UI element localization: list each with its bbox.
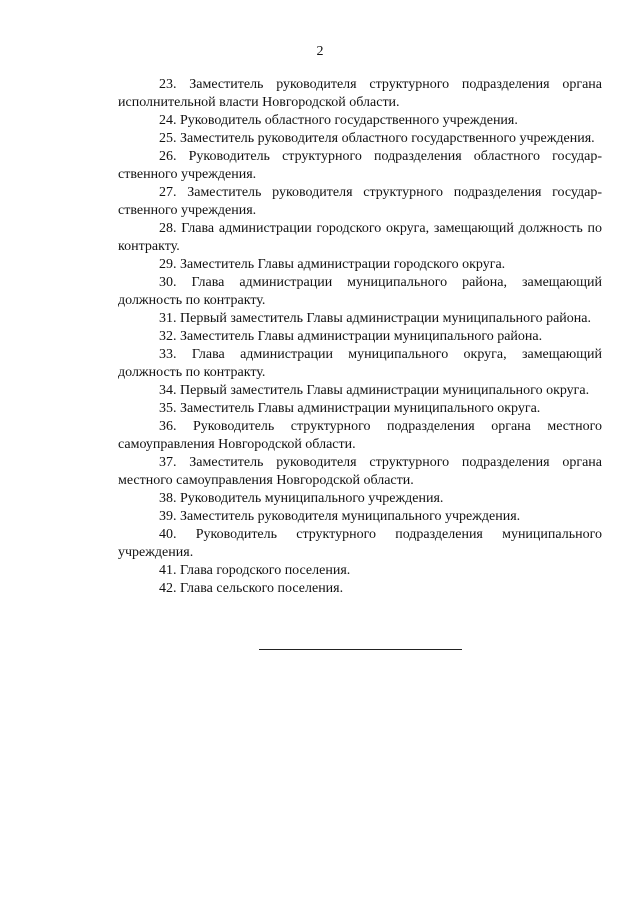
list-item-34: 34. Первый заместитель Главы администрации муниципального округа. (159, 383, 590, 398)
list-item-31: 31. Первый заместитель Главы администрации муниципального района. (159, 311, 591, 326)
position-list (118, 76, 602, 598)
list-item-38: 38. Руководитель муниципального учреждения. (159, 491, 444, 506)
list-item-35: 35. Заместитель Главы администрации муниципального округа. (159, 401, 541, 416)
list-item-41: 41. Глава городского поселения. (159, 563, 351, 578)
list-item-26: 26. Руководитель структурного подразделения областного государ-ственного учреждения. (118, 149, 602, 182)
list-item-30: 30. Глава администрации муниципального района, замещающий должность по контракту. (118, 275, 602, 308)
page-number: 2 (316, 44, 324, 59)
end-divider-line (259, 649, 462, 650)
list-item-25: 25. Заместитель руководителя областного государственного учреждения. (159, 131, 595, 146)
list-item-39: 39. Заместитель руководителя муниципального учреждения. (159, 509, 521, 524)
list-item-42: 42. Глава сельского поселения. (159, 581, 344, 596)
list-item-23: 23. Заместитель руководителя структурного подразделения органа исполнительной власти Новгородской области. (118, 77, 602, 110)
list-item-32: 32. Заместитель Главы администрации муниципального района. (159, 329, 543, 344)
list-item-28: 28. Глава администрации городского округа, замещающий должность по контракту. (118, 221, 602, 254)
list-item-29: 29. Заместитель Главы администрации городского округа. (159, 257, 506, 272)
list-item-36: 36. Руководитель структурного подразделения органа местного самоуправления Новгородской области. (118, 419, 602, 452)
list-item-24: 24. Руководитель областного государственного учреждения. (159, 113, 518, 128)
list-item-33: 33. Глава администрации муниципального округа, замещающий должность по контракту. (118, 347, 602, 380)
list-item-37: 37. Заместитель руководителя структурного подразделения органа местного самоуправления Новгородской области. (118, 455, 602, 488)
list-item-40: 40. Руководитель структурного подразделения муниципального учреждения. (118, 527, 602, 560)
list-item-27: 27. Заместитель руководителя структурного подразделения государ-ственного учреждения. (118, 185, 602, 218)
